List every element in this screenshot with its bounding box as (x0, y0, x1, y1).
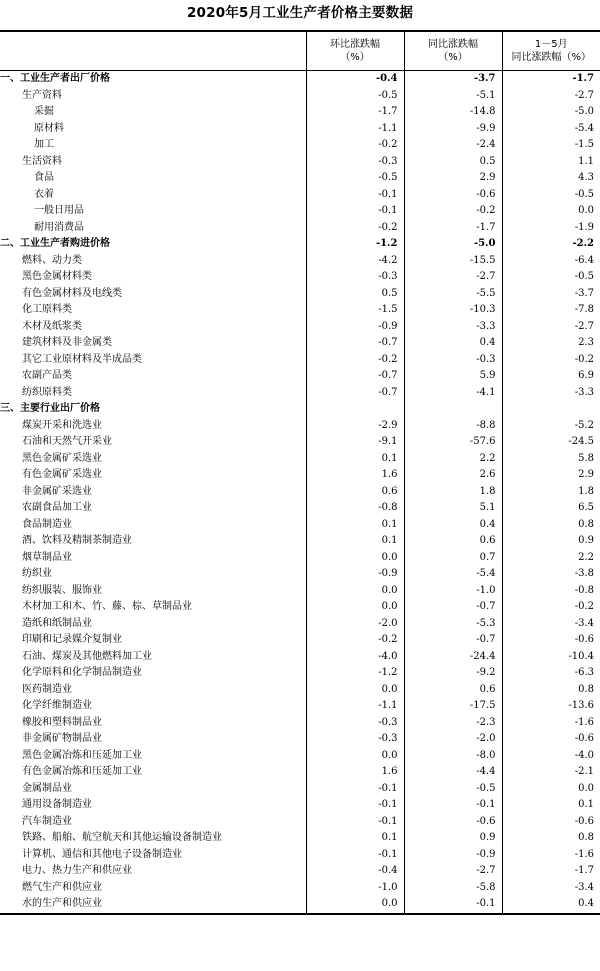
cell-yoy: -8.8 (404, 418, 502, 435)
row-label: 原材料 (34, 122, 64, 134)
cell-ytd: -0.5 (502, 187, 600, 204)
row-label: 黑色金属材料类 (22, 271, 92, 282)
cell-ytd: 0.8 (502, 682, 600, 699)
cell-ytd (502, 401, 600, 418)
cell-mom: 0.0 (306, 682, 404, 699)
table-row (0, 797, 600, 814)
row-label: 其它工业原材料及半成品类 (22, 353, 142, 365)
row-label: 有色金属冶炼和压延加工业 (22, 766, 142, 777)
table-row (0, 187, 600, 204)
cell-mom: -0.1 (306, 814, 404, 831)
cell-mom: -1.2 (306, 665, 404, 682)
table-row (0, 286, 600, 303)
cell-mom: 0.0 (306, 599, 404, 616)
table-row (0, 121, 600, 138)
header-ytd-line2: 同比涨跌幅（%） (511, 52, 591, 63)
cell-ytd: -13.6 (502, 698, 600, 715)
cell-mom: 0.1 (306, 451, 404, 468)
cell-ytd: 0.1 (502, 797, 600, 814)
cell-mom: -0.7 (306, 385, 404, 402)
row-label: 建筑材料及非金属类 (22, 337, 112, 348)
cell-ytd: -0.8 (502, 583, 600, 600)
cell-ytd: -1.6 (502, 847, 600, 864)
cell-ytd: -4.0 (502, 748, 600, 765)
cell-yoy: 0.7 (404, 550, 502, 567)
cell-ytd: 2.3 (502, 335, 600, 352)
cell-yoy: -17.5 (404, 698, 502, 715)
table-row (0, 599, 600, 616)
cell-mom: -0.4 (306, 71, 404, 88)
cell-yoy: 2.9 (404, 170, 502, 187)
header-yoy-line2: （%） (438, 52, 468, 63)
table-row (0, 170, 600, 187)
cell-ytd: -5.4 (502, 121, 600, 138)
cell-yoy: 5.1 (404, 500, 502, 517)
row-label: 医药制造业 (22, 683, 72, 695)
row-label: 石油和天然气开采业 (22, 436, 112, 447)
table-row (0, 154, 600, 171)
cell-ytd: 0.4 (502, 896, 600, 914)
table-row (0, 814, 600, 831)
cell-yoy: -4.1 (404, 385, 502, 402)
cell-mom: -0.3 (306, 715, 404, 732)
cell-ytd: 2.9 (502, 467, 600, 484)
cell-mom: -0.5 (306, 88, 404, 105)
cell-yoy: 0.6 (404, 682, 502, 699)
cell-mom: 0.0 (306, 896, 404, 914)
cell-ytd: -10.4 (502, 649, 600, 666)
header-mom-line1: 环比涨跌幅 (330, 39, 380, 50)
cell-yoy: -0.1 (404, 896, 502, 914)
cell-mom: -0.3 (306, 154, 404, 171)
cell-mom: -1.5 (306, 302, 404, 319)
cell-yoy: -0.3 (404, 352, 502, 369)
cell-ytd: 0.0 (502, 203, 600, 220)
table-row (0, 880, 600, 897)
cell-ytd: 6.9 (502, 368, 600, 385)
row-label: 加工 (34, 139, 54, 150)
row-label: 木材及纸浆类 (22, 320, 82, 332)
cell-ytd: -2.7 (502, 88, 600, 105)
cell-mom (306, 401, 404, 418)
cell-yoy: -9.2 (404, 665, 502, 682)
row-label: 生活资料 (22, 155, 62, 167)
table-row (0, 896, 600, 914)
header-row (0, 31, 600, 71)
header-ytd (502, 31, 600, 71)
cell-mom: 0.6 (306, 484, 404, 501)
cell-yoy: 0.9 (404, 830, 502, 847)
row-label: 汽车制造业 (22, 815, 72, 827)
cell-mom: -1.1 (306, 698, 404, 715)
row-label: 化学纤维制造业 (22, 700, 92, 711)
cell-mom: -0.1 (306, 797, 404, 814)
table-row (0, 335, 600, 352)
cell-mom: -0.2 (306, 137, 404, 154)
table-row (0, 467, 600, 484)
cell-yoy: -1.0 (404, 583, 502, 600)
table-row (0, 764, 600, 781)
cell-yoy: -5.3 (404, 616, 502, 633)
cell-ytd: -0.2 (502, 599, 600, 616)
table-title: 2020年5月工业生产者价格主要数据 (186, 5, 414, 21)
row-label: 纺织服装、服饰业 (22, 584, 102, 596)
row-label: 采掘 (34, 106, 54, 117)
row-label: 农副食品加工业 (22, 502, 92, 513)
row-label: 纺织业 (22, 568, 52, 579)
cell-yoy: 2.2 (404, 451, 502, 468)
row-label: 造纸和纸制品业 (22, 617, 92, 629)
header-ytd-line1: 1－5月 (534, 39, 568, 50)
row-label: 烟草制品业 (22, 551, 72, 563)
cell-ytd: 0.8 (502, 830, 600, 847)
row-label: 燃料、动力类 (22, 254, 82, 266)
cell-yoy: 0.6 (404, 533, 502, 550)
table-row (0, 649, 600, 666)
section-row (0, 401, 600, 418)
table-row (0, 698, 600, 715)
table-row (0, 104, 600, 121)
cell-mom: 0.0 (306, 550, 404, 567)
table-row (0, 484, 600, 501)
table-row (0, 748, 600, 765)
table-row (0, 385, 600, 402)
cell-mom: -0.4 (306, 863, 404, 880)
cell-mom: -1.2 (306, 236, 404, 253)
table-row (0, 88, 600, 105)
cell-yoy: -9.9 (404, 121, 502, 138)
table-row (0, 352, 600, 369)
table-row (0, 847, 600, 864)
cell-yoy: -5.5 (404, 286, 502, 303)
price-data-table (0, 30, 600, 915)
table-row (0, 830, 600, 847)
cell-yoy: 0.5 (404, 154, 502, 171)
cell-mom: -0.7 (306, 335, 404, 352)
cell-mom: -0.5 (306, 170, 404, 187)
cell-yoy: -3.7 (404, 71, 502, 88)
header-mom (306, 31, 404, 71)
cell-mom: -4.2 (306, 253, 404, 270)
cell-ytd: -0.6 (502, 814, 600, 831)
table-row (0, 319, 600, 336)
cell-yoy: -0.7 (404, 632, 502, 649)
row-label: 有色金属材料及电线类 (22, 287, 122, 299)
row-label: 计算机、通信和其他电子设备制造业 (22, 848, 182, 860)
cell-yoy: -2.4 (404, 137, 502, 154)
cell-yoy: 5.9 (404, 368, 502, 385)
row-label: 非金属矿物制品业 (22, 733, 102, 744)
cell-ytd: -5.2 (502, 418, 600, 435)
cell-yoy: -2.3 (404, 715, 502, 732)
cell-ytd: 6.5 (502, 500, 600, 517)
cell-ytd: 0.0 (502, 781, 600, 798)
row-label: 石油、煤炭及其他燃料加工业 (22, 650, 152, 662)
table-row (0, 269, 600, 286)
cell-ytd: -2.2 (502, 236, 600, 253)
cell-ytd: 1.8 (502, 484, 600, 501)
header-yoy (404, 31, 502, 71)
cell-ytd: -1.5 (502, 137, 600, 154)
cell-mom: -0.7 (306, 368, 404, 385)
cell-yoy: -0.9 (404, 847, 502, 864)
cell-mom: -0.9 (306, 319, 404, 336)
cell-mom: -0.1 (306, 847, 404, 864)
cell-mom: 0.1 (306, 517, 404, 534)
row-label: 金属制品业 (22, 782, 72, 794)
cell-mom: -1.1 (306, 121, 404, 138)
cell-yoy: -5.8 (404, 880, 502, 897)
cell-mom: -0.3 (306, 731, 404, 748)
cell-ytd: 1.1 (502, 154, 600, 171)
row-label: 食品制造业 (22, 518, 72, 530)
cell-ytd: -6.4 (502, 253, 600, 270)
cell-mom: -0.3 (306, 269, 404, 286)
row-label: 黑色金属冶炼和压延加工业 (22, 749, 142, 761)
row-label: 化工原料类 (22, 304, 72, 315)
table-row (0, 253, 600, 270)
cell-ytd: -3.4 (502, 616, 600, 633)
row-label: 化学原料和化学制品制造业 (22, 667, 142, 678)
cell-yoy (404, 401, 502, 418)
cell-ytd: -0.6 (502, 731, 600, 748)
cell-mom: -1.0 (306, 880, 404, 897)
cell-mom: -0.1 (306, 203, 404, 220)
section-row (0, 71, 600, 88)
cell-ytd: -2.1 (502, 764, 600, 781)
table-row (0, 137, 600, 154)
row-label: 三、主要行业出厂价格 (0, 403, 100, 414)
cell-ytd: -2.7 (502, 319, 600, 336)
cell-yoy: -5.4 (404, 566, 502, 583)
table-row (0, 566, 600, 583)
row-label: 木材加工和木、竹、藤、棕、草制品业 (22, 601, 192, 612)
cell-yoy: -0.6 (404, 187, 502, 204)
cell-mom: 0.0 (306, 748, 404, 765)
table-row (0, 715, 600, 732)
cell-yoy: -3.3 (404, 319, 502, 336)
cell-yoy: 1.8 (404, 484, 502, 501)
cell-ytd: -3.7 (502, 286, 600, 303)
cell-ytd: -5.0 (502, 104, 600, 121)
cell-mom: -0.1 (306, 187, 404, 204)
cell-mom: -2.0 (306, 616, 404, 633)
cell-yoy: -0.6 (404, 814, 502, 831)
table-row (0, 533, 600, 550)
cell-mom: -0.1 (306, 781, 404, 798)
header-mom-line2: （%） (340, 52, 370, 63)
row-label: 耐用消费品 (34, 221, 84, 233)
row-label: 煤炭开采和洗选业 (22, 419, 102, 431)
table-row (0, 302, 600, 319)
row-label: 非金属矿采选业 (22, 485, 92, 497)
cell-yoy: -57.6 (404, 434, 502, 451)
table-row (0, 368, 600, 385)
cell-ytd: -0.2 (502, 352, 600, 369)
cell-yoy: -5.1 (404, 88, 502, 105)
row-label: 橡胶和塑料制品业 (22, 716, 102, 728)
row-label: 农副产品类 (22, 370, 72, 381)
cell-yoy: -0.1 (404, 797, 502, 814)
table-row (0, 665, 600, 682)
cell-mom: -2.9 (306, 418, 404, 435)
row-label: 印刷和记录媒介复制业 (22, 634, 122, 645)
cell-yoy: -24.4 (404, 649, 502, 666)
cell-yoy: 0.4 (404, 517, 502, 534)
cell-yoy: -0.2 (404, 203, 502, 220)
cell-ytd: -1.6 (502, 715, 600, 732)
table-row (0, 451, 600, 468)
cell-ytd: -1.7 (502, 71, 600, 88)
table-body (0, 71, 600, 914)
cell-yoy: -5.0 (404, 236, 502, 253)
cell-yoy: -2.7 (404, 269, 502, 286)
cell-ytd: 0.8 (502, 517, 600, 534)
table-row (0, 632, 600, 649)
table-row (0, 731, 600, 748)
table-row (0, 220, 600, 237)
cell-ytd: -3.4 (502, 880, 600, 897)
header-item (0, 31, 306, 71)
table-row (0, 434, 600, 451)
cell-mom: 0.1 (306, 830, 404, 847)
cell-mom: -4.0 (306, 649, 404, 666)
cell-mom: 0.0 (306, 583, 404, 600)
cell-mom: -0.9 (306, 566, 404, 583)
cell-yoy: 2.6 (404, 467, 502, 484)
row-label: 衣着 (34, 188, 54, 200)
cell-yoy: -15.5 (404, 253, 502, 270)
cell-ytd: -0.5 (502, 269, 600, 286)
row-label: 纺织原料类 (22, 386, 72, 398)
cell-ytd: 4.3 (502, 170, 600, 187)
table-row (0, 616, 600, 633)
cell-mom: 1.6 (306, 467, 404, 484)
cell-yoy: -8.0 (404, 748, 502, 765)
cell-yoy: -2.7 (404, 863, 502, 880)
table-row (0, 418, 600, 435)
row-label: 生产资料 (22, 89, 62, 101)
table-row (0, 863, 600, 880)
cell-ytd: 0.9 (502, 533, 600, 550)
row-label: 铁路、船舶、航空航天和其他运输设备制造业 (22, 832, 222, 843)
cell-ytd: -1.7 (502, 863, 600, 880)
table-row (0, 781, 600, 798)
table-row (0, 682, 600, 699)
cell-mom: -9.1 (306, 434, 404, 451)
cell-yoy: -0.7 (404, 599, 502, 616)
cell-ytd: -6.3 (502, 665, 600, 682)
cell-mom: 0.5 (306, 286, 404, 303)
cell-yoy: -10.3 (404, 302, 502, 319)
cell-ytd: 2.2 (502, 550, 600, 567)
section-row (0, 236, 600, 253)
cell-mom: -0.8 (306, 500, 404, 517)
row-label: 有色金属矿采选业 (22, 469, 102, 480)
table-row (0, 500, 600, 517)
row-label: 电力、热力生产和供应业 (22, 865, 132, 876)
header-yoy-line1: 同比涨跌幅 (428, 39, 478, 50)
table-row (0, 583, 600, 600)
cell-ytd: -0.6 (502, 632, 600, 649)
table-row (0, 517, 600, 534)
cell-ytd: -3.3 (502, 385, 600, 402)
row-label: 食品 (34, 172, 54, 183)
cell-ytd: -1.9 (502, 220, 600, 237)
cell-ytd: -24.5 (502, 434, 600, 451)
cell-ytd: 5.8 (502, 451, 600, 468)
cell-yoy: -1.7 (404, 220, 502, 237)
row-label: 通用设备制造业 (22, 799, 92, 810)
row-label: 酒、饮料及精制茶制造业 (22, 535, 132, 546)
table-row (0, 203, 600, 220)
row-label: 一般日用品 (34, 205, 84, 216)
cell-mom: -0.2 (306, 220, 404, 237)
cell-yoy: 0.4 (404, 335, 502, 352)
row-label: 二、工业生产者购进价格 (0, 238, 110, 249)
cell-mom: -0.2 (306, 352, 404, 369)
row-label: 黑色金属矿采选业 (22, 452, 102, 464)
cell-yoy: -14.8 (404, 104, 502, 121)
row-label: 一、工业生产者出厂价格 (0, 73, 110, 84)
cell-yoy: -2.0 (404, 731, 502, 748)
cell-ytd: -3.8 (502, 566, 600, 583)
cell-mom: -1.7 (306, 104, 404, 121)
cell-ytd: -7.8 (502, 302, 600, 319)
cell-yoy: -0.5 (404, 781, 502, 798)
cell-mom: -0.2 (306, 632, 404, 649)
cell-yoy: -4.4 (404, 764, 502, 781)
cell-mom: 1.6 (306, 764, 404, 781)
row-label: 水的生产和供应业 (0, 896, 306, 914)
row-label: 燃气生产和供应业 (22, 881, 102, 893)
table-row (0, 550, 600, 567)
cell-mom: 0.1 (306, 533, 404, 550)
